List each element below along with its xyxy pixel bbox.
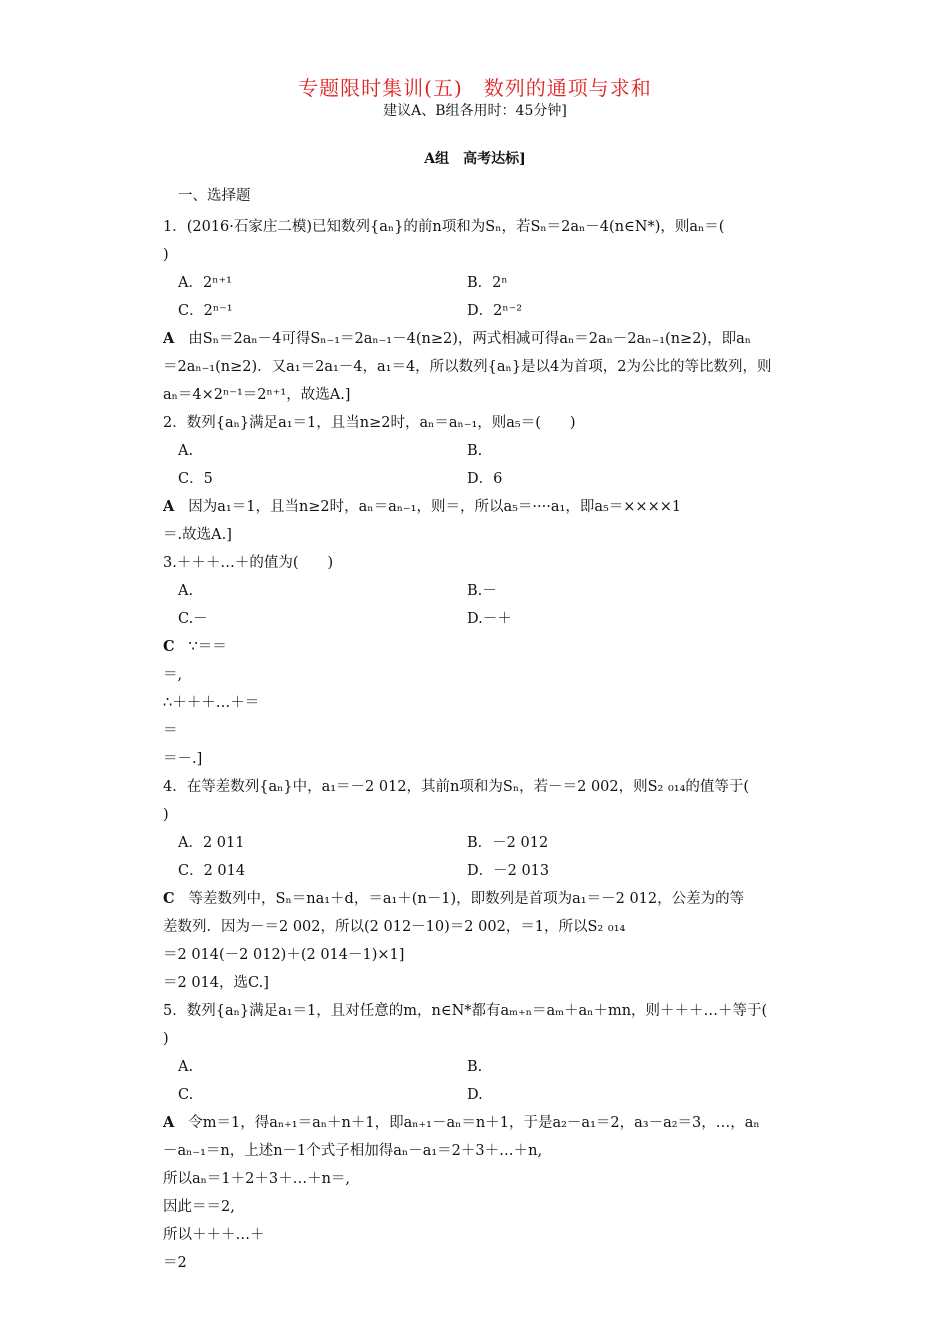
line-text: 由Sₙ＝2aₙ－4可得Sₙ₋₁＝2aₙ₋₁－4(n≥2)，两式相减可得aₙ＝2aₙ－2aₙ₋₁(n≥2)，即aₙ <box>188 331 751 347</box>
option-right: D．－2 013 <box>467 863 550 879</box>
option-left: C．2 014 <box>178 863 246 879</box>
option-left: A. <box>178 1059 194 1075</box>
line-text: ) <box>163 1031 169 1047</box>
line-text: 等差数列中，Sₙ＝na₁＋d，＝a₁＋(n－1)，即数列是首项为a₁＝－2 012，公差为的等 <box>188 891 745 907</box>
option-right: B.－ <box>467 583 497 599</box>
line-text: 4．在等差数列{aₙ}中，a₁＝－2 012，其前n项和为Sₙ，若－＝2 002，则S₂ ₀₁₄的值等于( <box>163 779 750 795</box>
line-text: 因为a₁＝1，且当n≥2时，aₙ＝aₙ₋₁，则＝，所以a₅＝····a₁，即a₅＝××××1 <box>188 499 682 515</box>
line-text: ＝2 014(－2 012)＋(2 014－1)×1] <box>163 947 405 963</box>
option-right: D. <box>467 1087 483 1103</box>
answer-line <box>163 497 681 517</box>
text-line <box>163 357 772 377</box>
line-text: 因此＝＝2, <box>163 1199 235 1215</box>
answer-line <box>163 329 751 349</box>
option-right: B．2ⁿ <box>467 275 508 291</box>
option-right: D.－＋ <box>467 611 512 627</box>
page-subtitle: 建议A、B组各用时：45分钟] <box>383 103 567 119</box>
option-right: D．6 <box>467 471 503 487</box>
text-line <box>163 553 333 573</box>
line-text: ＝2aₙ₋₁(n≥2)．又a₁＝2a₁－4，a₁＝4，所以数列{aₙ}是以4为首项，2为公比的等比数列，则 <box>163 359 772 375</box>
option-left: C．5 <box>178 471 213 487</box>
line-text: ) <box>163 247 169 263</box>
line-text: ＝－.] <box>163 751 203 767</box>
line-text: 一、选择题 <box>178 188 251 204</box>
line-text: aₙ＝4×2ⁿ⁻¹＝2ⁿ⁺¹，故选A.] <box>163 387 351 403</box>
text-line <box>163 1001 767 1021</box>
text-line <box>163 777 749 797</box>
line-text: 2．数列{aₙ}满足a₁＝1，且当n≥2时，aₙ＝aₙ₋₁，则a₅＝( ) <box>163 415 576 431</box>
option-right: B．－2 012 <box>467 835 549 851</box>
line-text: ) <box>163 807 169 823</box>
answer-letter: A <box>163 1114 175 1131</box>
line-text: ＝2 <box>163 1255 187 1271</box>
answer-letter: C <box>163 890 175 907</box>
text-line <box>163 1029 169 1049</box>
option-right: B. <box>467 1059 483 1075</box>
line-text: 所以aₙ＝1＋2＋3＋…＋n＝, <box>163 1171 351 1187</box>
option-left: A．2 011 <box>178 835 245 851</box>
page-title: 专题限时集训(五) 数列的通项与求和 <box>298 76 652 100</box>
line-text: 令m＝1，得aₙ₊₁＝aₙ＋n＋1，即aₙ₊₁－aₙ＝n＋1，于是a₂－a₁＝2，a₃－a₂＝3，…，aₙ <box>188 1115 760 1131</box>
text-line <box>163 805 169 825</box>
line-text: ＝ <box>163 723 178 739</box>
answer-line <box>163 637 227 657</box>
answer-letter: C <box>163 638 175 655</box>
option-left: A．2ⁿ⁺¹ <box>178 275 232 291</box>
line-text: 1．(2016·石家庄二模)已知数列{aₙ}的前n项和为Sₙ，若Sₙ＝2aₙ－4(n∈N*)，则aₙ＝( <box>163 219 725 235</box>
line-text: ∴＋＋＋…＋＝ <box>163 695 260 711</box>
line-text: －aₙ₋₁＝n，上述n－1个式子相加得aₙ－a₁＝2＋3＋…＋n, <box>163 1143 543 1159</box>
text-line <box>163 1197 235 1217</box>
option-left: C．2ⁿ⁻¹ <box>178 303 233 319</box>
line-text: ＝, <box>163 667 183 683</box>
line-text: 3.＋＋＋…＋的值为( ) <box>163 555 334 571</box>
text-line <box>163 1225 265 1245</box>
text-line <box>163 245 169 265</box>
option-right: B. <box>467 443 483 459</box>
option-right: D．2ⁿ⁻² <box>467 303 523 319</box>
answer-letter: A <box>163 498 175 515</box>
text-line <box>163 917 625 937</box>
answer-line <box>163 889 744 909</box>
text-line <box>163 721 178 741</box>
line-text: 5．数列{aₙ}满足a₁＝1，且对任意的m，n∈N*都有aₘ₊ₙ＝aₘ＋aₙ＋mn，则＋＋＋…＋等于( <box>163 1003 768 1019</box>
text-line <box>163 217 724 237</box>
option-left: A. <box>178 583 194 599</box>
text-line <box>163 973 269 993</box>
text-line <box>163 525 232 545</box>
option-left: C. <box>178 1087 194 1103</box>
text-line <box>163 749 202 769</box>
text-line <box>163 1253 187 1273</box>
answer-letter: A <box>163 330 175 347</box>
text-line <box>163 1169 350 1189</box>
option-left: A. <box>178 443 194 459</box>
answer-line <box>163 1113 760 1133</box>
line-text: 所以＋＋＋…＋ <box>163 1227 265 1243</box>
option-left: C.－ <box>178 611 208 627</box>
line-text: ∵＝＝ <box>188 639 227 655</box>
text-line <box>163 693 259 713</box>
text-line <box>163 945 404 965</box>
text-line <box>178 186 251 206</box>
text-line <box>163 413 576 433</box>
group-heading: A组 高考达标] <box>424 151 526 167</box>
line-text: 差数列．因为－＝2 002，所以(2 012－10)＝2 002，＝1，所以S₂ ₀₁₄ <box>163 919 626 935</box>
text-line <box>163 385 350 405</box>
text-line <box>163 665 182 685</box>
line-text: ＝2 014，选C.] <box>163 975 269 991</box>
text-line <box>163 1141 542 1161</box>
line-text: ＝.故选A.] <box>163 527 232 543</box>
